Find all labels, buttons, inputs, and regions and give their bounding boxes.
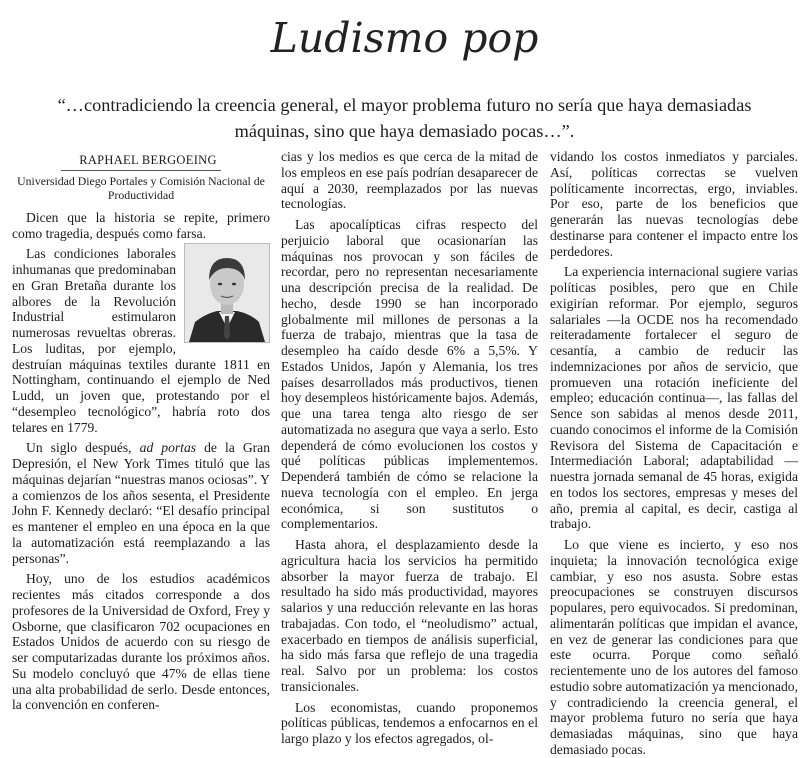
column-3 (550, 149, 798, 758)
paragraph: Hoy, uno de los estudios académicos recientes más citados corresponde a dos profesores de la Universidad de Oxford, Frey y Osborne, que clasificaron 702 ocupaciones en Estados Unidos de acuerdo con su riesgo de ser computarizadas durante los próximos años. Su modelo concluyó que 47% de ellas tiene una alta probabilidad de serlo. Desde entonces, la convención en conferen- (12, 571, 270, 713)
paragraph: La experiencia internacional sugiere varias políticas posibles, pero que en Chile exigirían reformar. Por ejemplo, seguros salariales —la OCDE nos ha recomendado reiteradamente fortalecer el seguro de cesantía, a cambio de reducir las indemnizaciones por años de servicio, que promueven una rotación ineficiente del empleo; educación continua—, las fallas del Sence son sabidas al menos desde 2011, cuando conocimos el informe de la Comisión Revisora del Sistema de Capacitación e Intermediación Laboral; adaptabilidad —nuestra jornada semanal de 45 horas, exigida en todos los sectores, empresas y meses del año, premia al capital, es decir, castiga al trabajo. (550, 264, 798, 532)
author-affiliation: Universidad Diego Portales y Comisión Nacional de Productividad (17, 173, 265, 202)
paragraph: Un siglo después, ad portas de la Gran Depresión, el New York Times tituló que las máquinas dejarían “nuestras manos ociosas”. Y a comienzos de los años sesenta, el Presidente John F. Kennedy declaró: “El desafío principal es mantener el empleo en una época en la que la automatización está reemplazando a las personas”. (12, 440, 270, 566)
pull-quote: “…contradiciendo la creencia general, el mayor problema futuro no sería que haya demasiadas máquinas, sino que haya demasiado pocas…”. (57, 95, 752, 141)
paragraph: Las apocalípticas cifras respecto del perjuicio laboral que ocasionarían las máquinas nos provocan y son fáciles de recordar, pero no representan necesariamente una descripción precisa de la realidad. De hecho, desde 1990 se han incorporado globalmente mil millones de personas a la fuerza de trabajo, mientras que la tasa de desempleo ha caído desde 6% a 5,5%. Y Estados Unidos, Japón y Alemania, los tres países desarrollados más productivos, tienen hoy desempleos históricamente bajos. Además, que una tarea tenga alto riesgo de ser automatizada no asegura que vaya a serlo. Esto dependerá de cómo evolucionen los costos y qué políticas públicas implementemos. Dependerá también de cómo se relacione la nueva tecnología con el empleo. En jerga económica, si son sustitutos o complementarios. (281, 217, 538, 532)
paragraph: vidando los costos inmediatos y parciales. Así, políticas correctas se vuelven políticamente incorrectas, ergo, inviables. Por eso, parte de los beneficios que generarán las nuevas tecnologías debe destinarse para contener el impacto entre los perdedores. (550, 149, 798, 259)
paragraph: cias y los medios es que cerca de la mitad de los empleos en ese país podrían desaparecer de aquí a 2030, reemplazados por las nuevas tecnologías. (281, 149, 538, 212)
paragraph: Hasta ahora, el desplazamiento desde la agricultura hacia los servicios ha permitido absorber la mayor fuerza de trabajo. El resultado ha sido más productividad, mayores salarios y una reducción relevante en las horas trabajadas. Con todo, el “neoludismo” actual, exacerbado en tiempos de análisis superficial, ha sido más farsa que reflejo de una tragedia real. Salvo por un problema: los costos transicionales. (281, 537, 538, 694)
headline: Ludismo pop (270, 14, 539, 62)
paragraph: Dicen que la historia se repite, primero como tragedia, después como farsa. (12, 209, 270, 241)
paragraph: Los economistas, cuando proponemos políticas públicas, tendemos a enfocarnos en el largo plazo y los efectos agregados, ol- (281, 699, 538, 746)
column-1 (12, 153, 270, 713)
author-photo (184, 243, 270, 343)
author-rule (61, 170, 221, 171)
paragraph: Las condiciones laborales inhumanas que predominaban en Gran Bretaña durante los albores de la Revolución Industrial estimularon numerosas revueltas obreras. Los luditas, por ejemplo, destruían máquinas textiles durante 1811 en Nottingham, continuando el ejemplo de Ned Ludd, un joven que, protestando por el “desempleo tecnológico”, habría roto dos telares en 1779. (12, 246, 270, 435)
column-2 (281, 149, 538, 747)
paragraph: Lo que viene es incierto, y eso nos inquieta; la innovación tecnológica exige cambiar, y eso nos asusta. Sobre estas preocupaciones se construyen discursos populares, pero equivocados. Si predominan, alimentarán políticas que impidan el avance, en vez de generar las condiciones para que este ocurra. Porque como señaló recientemente uno de los autores del famoso estudio sobre automatización ya mencionado, y contradiciendo la creencia general, el mayor problema futuro no sería que haya demasiadas máquinas, sino que haya demasiado pocas. (550, 537, 799, 757)
author-name: RAPHAEL BERGOEING (79, 153, 217, 167)
